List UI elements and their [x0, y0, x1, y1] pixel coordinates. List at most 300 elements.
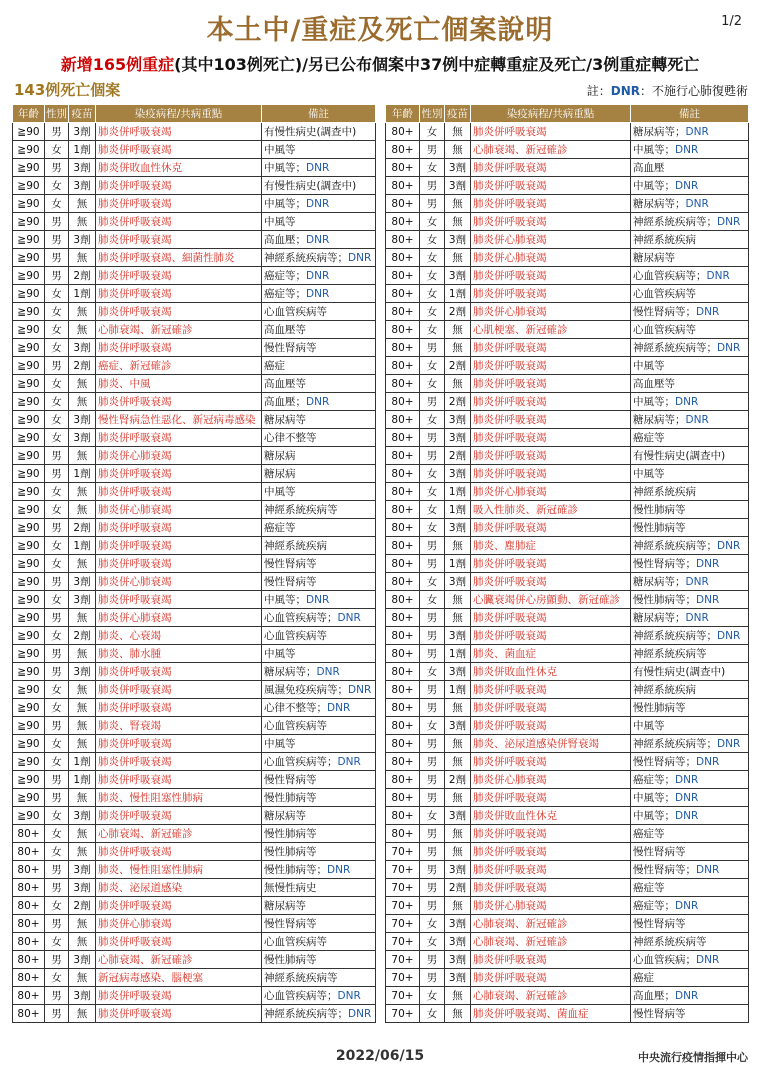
disease-course-cell: 肺炎併心肺衰竭: [96, 447, 262, 465]
age-cell: 70+: [386, 1005, 420, 1023]
disease-course-cell: 肺炎併呼吸衰竭: [96, 339, 262, 357]
issuing-organization: 中央流行疫情指揮中心: [638, 1051, 748, 1064]
remarks-cell: [262, 1005, 376, 1023]
remark-text: 糖尿病等；: [633, 612, 686, 624]
disease-course-cell: 肺炎併心肺衰竭: [471, 249, 631, 267]
table-row: [13, 789, 376, 807]
dnr-tag: DNR: [306, 270, 330, 282]
age-cell: ≧90: [13, 645, 45, 663]
table-row: [386, 951, 749, 969]
disease-course-cell: 肺炎併呼吸衰竭: [471, 375, 631, 393]
age-cell: 80+: [13, 825, 45, 843]
table-row: [386, 159, 749, 177]
sex-cell: 女: [45, 483, 69, 501]
remarks-cell: 癌症等: [631, 825, 749, 843]
disease-course-cell: 肺炎併呼吸衰竭: [96, 429, 262, 447]
vaccine-cell: 1劑: [69, 141, 96, 159]
table-row: [13, 339, 376, 357]
age-cell: 70+: [386, 897, 420, 915]
vaccine-cell: 無: [445, 195, 471, 213]
disease-course-cell: 心肺衰竭、新冠確診: [96, 825, 262, 843]
remarks-cell: 糖尿病等: [262, 411, 376, 429]
age-cell: 70+: [386, 969, 420, 987]
table-row: [386, 933, 749, 951]
disease-course-cell: 新冠病毒感染、腦梗塞: [96, 969, 262, 987]
vaccine-cell: 3劑: [69, 123, 96, 141]
disease-course-cell: 肺炎併呼吸衰竭: [471, 519, 631, 537]
vaccine-cell: 無: [445, 213, 471, 231]
table-row: [13, 807, 376, 825]
remarks-cell: [631, 555, 749, 573]
remarks-cell: [262, 267, 376, 285]
note-prefix: 註：: [586, 84, 611, 98]
remarks-cell: [631, 177, 749, 195]
sex-cell: 男: [45, 249, 69, 267]
table-row: [13, 645, 376, 663]
table-row: [13, 375, 376, 393]
remark-text: 中風等；: [633, 810, 675, 822]
sex-cell: 男: [45, 465, 69, 483]
table-row: [13, 573, 376, 591]
age-cell: ≧90: [13, 555, 45, 573]
remarks-cell: 神經系統疾病: [262, 537, 376, 555]
vaccine-cell: 1劑: [69, 771, 96, 789]
vaccine-cell: 3劑: [69, 339, 96, 357]
sex-cell: 男: [420, 555, 445, 573]
vaccine-cell: 無: [69, 213, 96, 231]
sex-cell: 男: [45, 951, 69, 969]
disease-course-cell: 肺炎併呼吸衰竭: [471, 213, 631, 231]
disease-course-cell: 肺炎併呼吸衰竭: [96, 771, 262, 789]
remarks-cell: 癌症等: [262, 519, 376, 537]
disease-course-cell: 心肺衰竭、新冠確診: [471, 915, 631, 933]
vaccine-cell: 無: [445, 609, 471, 627]
vaccine-cell: 3劑: [445, 969, 471, 987]
table-row: [13, 861, 376, 879]
table-row: [386, 627, 749, 645]
sex-cell: 男: [420, 951, 445, 969]
remarks-cell: 心血管疾病等: [262, 717, 376, 735]
remarks-cell: 慢性腎病等: [262, 573, 376, 591]
remarks-cell: [262, 753, 376, 771]
remark-text: 癌症等；: [633, 900, 675, 912]
disease-course-cell: 心臟衰竭併心房顫動、新冠確診: [471, 591, 631, 609]
age-cell: ≧90: [13, 159, 45, 177]
dnr-tag: DNR: [685, 612, 709, 624]
dnr-tag: DNR: [696, 306, 720, 318]
sex-cell: 女: [45, 375, 69, 393]
disease-course-cell: 肺炎、慢性阻塞性肺病: [96, 861, 262, 879]
age-cell: 80+: [386, 357, 420, 375]
vaccine-cell: 3劑: [445, 177, 471, 195]
remarks-cell: 中風等: [262, 645, 376, 663]
sex-cell: 女: [420, 501, 445, 519]
vaccine-cell: 3劑: [69, 951, 96, 969]
sex-cell: 男: [420, 699, 445, 717]
vaccine-cell: 3劑: [445, 663, 471, 681]
age-cell: 80+: [386, 501, 420, 519]
vaccine-cell: 無: [445, 699, 471, 717]
remark-text: 中風等；: [633, 144, 675, 156]
dnr-tag: DNR: [696, 954, 720, 966]
remark-text: 糖尿病等；: [633, 414, 686, 426]
table-row: [386, 861, 749, 879]
remark-text: 糖尿病等；: [633, 126, 686, 138]
age-cell: ≧90: [13, 627, 45, 645]
table-row: [13, 321, 376, 339]
dnr-tag: DNR: [306, 396, 330, 408]
vaccine-cell: 無: [445, 897, 471, 915]
age-cell: 80+: [386, 339, 420, 357]
disease-course-cell: 肺炎、心衰竭: [96, 627, 262, 645]
vaccine-cell: 無: [69, 483, 96, 501]
table-row: [386, 735, 749, 753]
disease-course-cell: 肺炎併呼吸衰竭: [96, 195, 262, 213]
remarks-cell: [631, 213, 749, 231]
disease-course-cell: 肺炎、泌尿道感染併腎衰竭: [471, 735, 631, 753]
remark-text: 神經系統疾病等；: [633, 540, 717, 552]
sex-cell: 男: [420, 969, 445, 987]
table-header-row: [386, 105, 749, 123]
disease-course-cell: 慢性腎病急性惡化、新冠病毒感染: [96, 411, 262, 429]
remarks-cell: 慢性肺病等: [631, 501, 749, 519]
age-cell: ≧90: [13, 375, 45, 393]
table-row: [13, 1005, 376, 1023]
vaccine-cell: 3劑: [445, 861, 471, 879]
dnr-tag: DNR: [327, 702, 351, 714]
table-row: [13, 519, 376, 537]
remarks-cell: 高血壓: [631, 159, 749, 177]
disease-course-cell: 肺炎併呼吸衰竭: [96, 285, 262, 303]
age-cell: 80+: [386, 555, 420, 573]
remark-text: 心血管疾病等；: [633, 270, 707, 282]
sex-cell: 女: [420, 411, 445, 429]
sex-cell: 女: [420, 123, 445, 141]
dnr-tag: DNR: [675, 810, 699, 822]
remarks-cell: 慢性腎病等: [631, 1005, 749, 1023]
remarks-cell: 癌症等: [631, 879, 749, 897]
vaccine-cell: 無: [445, 1005, 471, 1023]
table-row: [386, 393, 749, 411]
age-cell: 70+: [386, 843, 420, 861]
sex-cell: 女: [45, 825, 69, 843]
vaccine-cell: 無: [69, 555, 96, 573]
remarks-cell: 中風等: [631, 357, 749, 375]
disease-course-cell: 肺炎、慢性阻塞性肺病: [96, 789, 262, 807]
age-cell: ≧90: [13, 267, 45, 285]
remarks-cell: 高血壓等: [631, 375, 749, 393]
remarks-cell: 神經系統疾病等: [262, 969, 376, 987]
remarks-cell: [631, 537, 749, 555]
table-row: [386, 591, 749, 609]
disease-course-cell: 肺炎併呼吸衰竭: [471, 879, 631, 897]
age-cell: 80+: [386, 645, 420, 663]
disease-course-cell: 肺炎併心肺衰竭: [96, 915, 262, 933]
table-row: [386, 663, 749, 681]
disease-course-cell: 肺炎併呼吸衰竭: [471, 573, 631, 591]
table-row: [386, 519, 749, 537]
sex-cell: 男: [45, 879, 69, 897]
age-cell: 80+: [386, 519, 420, 537]
disease-course-cell: 肺炎併呼吸衰竭、細菌性肺炎: [96, 249, 262, 267]
remarks-cell: [262, 195, 376, 213]
sex-cell: 女: [420, 519, 445, 537]
dnr-tag: DNR: [675, 180, 699, 192]
table-row: [386, 681, 749, 699]
age-cell: ≧90: [13, 519, 45, 537]
sex-cell: 女: [420, 1005, 445, 1023]
table-row: [386, 267, 749, 285]
remarks-cell: [631, 807, 749, 825]
table-row: [13, 609, 376, 627]
vaccine-header: 疫苗: [69, 105, 96, 123]
sex-cell: 男: [45, 447, 69, 465]
sex-cell: 女: [420, 987, 445, 1005]
age-cell: 80+: [386, 177, 420, 195]
remarks-cell: [631, 627, 749, 645]
remark-text: 慢性肺病等；: [264, 864, 327, 876]
remarks-cell: 心血管疾病等: [262, 933, 376, 951]
sex-cell: 女: [45, 969, 69, 987]
remark-text: 心血管疾病等；: [264, 756, 338, 768]
vaccine-cell: 3劑: [445, 933, 471, 951]
remark-text: 神經系統疾病等；: [633, 630, 717, 642]
disease-course-cell: 肺炎併呼吸衰竭: [96, 591, 262, 609]
remarks-cell: 有慢性病史(調查中): [631, 663, 749, 681]
vaccine-cell: 3劑: [445, 573, 471, 591]
vaccine-cell: 2劑: [445, 447, 471, 465]
dnr-tag: DNR: [696, 558, 720, 570]
case-table-right: [385, 104, 749, 1023]
disease-course-cell: 肺炎併呼吸衰竭: [471, 555, 631, 573]
dnr-tag: DNR: [306, 198, 330, 210]
remark-text: 癌症等；: [264, 270, 306, 282]
disease-course-cell: 肺炎併呼吸衰竭: [96, 213, 262, 231]
sex-cell: 男: [45, 267, 69, 285]
vaccine-cell: 3劑: [69, 861, 96, 879]
disease-course-cell: 肺炎併呼吸衰竭: [471, 465, 631, 483]
disease-course-cell: 肺炎併呼吸衰竭: [471, 951, 631, 969]
table-row: [386, 195, 749, 213]
dnr-tag: DNR: [717, 342, 741, 354]
remarks-cell: [262, 591, 376, 609]
dnr-tag: DNR: [348, 1008, 372, 1020]
sex-cell: 男: [420, 825, 445, 843]
age-cell: 80+: [386, 537, 420, 555]
table-row: [386, 141, 749, 159]
table-row: [13, 483, 376, 501]
table-row: [13, 195, 376, 213]
sex-cell: 女: [45, 177, 69, 195]
sex-cell: 女: [45, 681, 69, 699]
age-cell: 80+: [13, 933, 45, 951]
vaccine-cell: 2劑: [69, 627, 96, 645]
sex-cell: 男: [420, 177, 445, 195]
table-row: [386, 843, 749, 861]
disease-course-cell: 肺炎、塵肺症: [471, 537, 631, 555]
remarks-cell: 中風等: [262, 213, 376, 231]
vaccine-cell: 1劑: [445, 285, 471, 303]
vaccine-cell: 無: [445, 249, 471, 267]
remarks-header: 備註: [631, 105, 749, 123]
table-row: [13, 501, 376, 519]
table-row: [13, 969, 376, 987]
disease-course-cell: 肺炎併心肺衰竭: [96, 573, 262, 591]
vaccine-cell: 2劑: [69, 357, 96, 375]
sex-cell: 女: [45, 411, 69, 429]
dnr-tag: DNR: [306, 234, 330, 246]
remark-text: 風濕免疫疾病等；: [264, 684, 348, 696]
vaccine-cell: 無: [69, 717, 96, 735]
vaccine-cell: 2劑: [445, 357, 471, 375]
disease-course-cell: 肺炎併呼吸衰竭: [96, 231, 262, 249]
sex-cell: 男: [45, 717, 69, 735]
table-row: [386, 573, 749, 591]
sex-cell: 男: [45, 357, 69, 375]
vaccine-cell: 3劑: [69, 177, 96, 195]
vaccine-cell: 無: [445, 375, 471, 393]
sex-cell: 男: [420, 627, 445, 645]
dnr-note: [587, 82, 748, 99]
sex-cell: 男: [45, 159, 69, 177]
disease-course-cell: 肺炎併心肺衰竭: [471, 303, 631, 321]
remarks-cell: 神經系統疾病: [631, 231, 749, 249]
disease-course-cell: 肺炎併呼吸衰竭: [471, 627, 631, 645]
disease-course-cell: 肺炎併呼吸衰竭: [96, 807, 262, 825]
remark-text: 中風等；: [264, 162, 306, 174]
remark-text: 心律不整等；: [264, 702, 327, 714]
remarks-cell: [631, 141, 749, 159]
age-cell: 80+: [13, 861, 45, 879]
dnr-tag: DNR: [717, 540, 741, 552]
disease-course-cell: 肺炎併呼吸衰竭: [471, 447, 631, 465]
vaccine-cell: 無: [445, 321, 471, 339]
age-cell: 80+: [386, 393, 420, 411]
vaccine-header: 疫苗: [445, 105, 471, 123]
vaccine-cell: 3劑: [445, 411, 471, 429]
disease-course-cell: 肺炎併呼吸衰竭: [471, 969, 631, 987]
table-row: [13, 699, 376, 717]
age-cell: 80+: [386, 285, 420, 303]
remarks-cell: 慢性腎病等: [262, 771, 376, 789]
disease-course-cell: 肺炎、中風: [96, 375, 262, 393]
remarks-cell: 心律不整等: [262, 429, 376, 447]
table-row: [13, 879, 376, 897]
remarks-cell: 有慢性病史(調查中): [262, 177, 376, 195]
table-row: [13, 303, 376, 321]
sex-cell: 男: [420, 789, 445, 807]
vaccine-cell: 無: [69, 249, 96, 267]
remarks-cell: [631, 951, 749, 969]
remarks-cell: 心血管疾病等: [262, 303, 376, 321]
vaccine-cell: 無: [69, 195, 96, 213]
remarks-cell: 慢性腎病等: [631, 843, 749, 861]
table-row: [386, 987, 749, 1005]
vaccine-cell: 1劑: [445, 645, 471, 663]
sex-header: 性別: [420, 105, 445, 123]
dnr-tag: DNR: [717, 738, 741, 750]
table-row: [13, 393, 376, 411]
remarks-cell: [631, 753, 749, 771]
age-cell: 80+: [386, 411, 420, 429]
age-cell: 80+: [386, 735, 420, 753]
dnr-tag: DNR: [675, 792, 699, 804]
sex-cell: 女: [420, 573, 445, 591]
age-cell: ≧90: [13, 753, 45, 771]
remark-text: 慢性肺病等；: [633, 594, 696, 606]
sex-header: 性別: [45, 105, 69, 123]
death-count: 143例死亡個案: [14, 81, 121, 99]
dnr-tag: DNR: [306, 594, 330, 606]
remark-text: 神經系統疾病等；: [264, 252, 348, 264]
age-cell: 80+: [386, 609, 420, 627]
sex-cell: 女: [420, 321, 445, 339]
new-severe-count: 新增165例重症: [60, 55, 175, 74]
disease-course-cell: 肺炎併呼吸衰竭: [96, 483, 262, 501]
vaccine-cell: 1劑: [69, 753, 96, 771]
dnr-tag: DNR: [316, 666, 340, 678]
disease-course-cell: 肺炎併呼吸衰竭: [471, 177, 631, 195]
table-row: [13, 591, 376, 609]
vaccine-cell: 無: [69, 789, 96, 807]
sex-cell: 男: [420, 447, 445, 465]
age-cell: 80+: [386, 429, 420, 447]
page-number: 1/2: [721, 14, 742, 29]
sex-cell: 男: [420, 393, 445, 411]
note-text: ：不施行心肺復甦術: [639, 84, 748, 98]
sex-cell: 女: [45, 591, 69, 609]
dnr-tag: DNR: [337, 990, 361, 1002]
table-row: [13, 951, 376, 969]
sex-cell: 女: [420, 249, 445, 267]
vaccine-cell: 無: [69, 1005, 96, 1023]
table-row: [13, 897, 376, 915]
vaccine-cell: 1劑: [445, 555, 471, 573]
sex-cell: 女: [45, 807, 69, 825]
vaccine-cell: 無: [445, 987, 471, 1005]
age-cell: ≧90: [13, 195, 45, 213]
vaccine-cell: 2劑: [445, 393, 471, 411]
dnr-tag: DNR: [306, 288, 330, 300]
remarks-cell: 神經系統疾病: [631, 483, 749, 501]
disease-course-cell: 心肺衰竭、新冠確診: [471, 933, 631, 951]
age-cell: ≧90: [13, 411, 45, 429]
sex-cell: 男: [45, 609, 69, 627]
vaccine-cell: 2劑: [69, 897, 96, 915]
vaccine-cell: 無: [69, 303, 96, 321]
dnr-tag: DNR: [337, 756, 361, 768]
disease-course-cell: 肺炎併呼吸衰竭: [471, 861, 631, 879]
dnr-tag: DNR: [675, 900, 699, 912]
table-row: [13, 663, 376, 681]
disease-course-cell: 肺炎併呼吸衰竭: [96, 663, 262, 681]
vaccine-cell: 3劑: [69, 591, 96, 609]
disease-course-cell: 肺炎併呼吸衰竭: [471, 393, 631, 411]
dnr-tag: DNR: [685, 198, 709, 210]
disease-course-header: 染疫病程/共病重點: [96, 105, 262, 123]
age-cell: 80+: [386, 807, 420, 825]
remark-text: 癌症等；: [633, 774, 675, 786]
table-row: [386, 897, 749, 915]
vaccine-cell: 無: [69, 501, 96, 519]
age-cell: ≧90: [13, 807, 45, 825]
sex-cell: 女: [420, 915, 445, 933]
age-cell: 80+: [13, 951, 45, 969]
age-cell: 80+: [13, 969, 45, 987]
table-row: [386, 303, 749, 321]
sex-cell: 女: [45, 429, 69, 447]
remarks-cell: [262, 987, 376, 1005]
